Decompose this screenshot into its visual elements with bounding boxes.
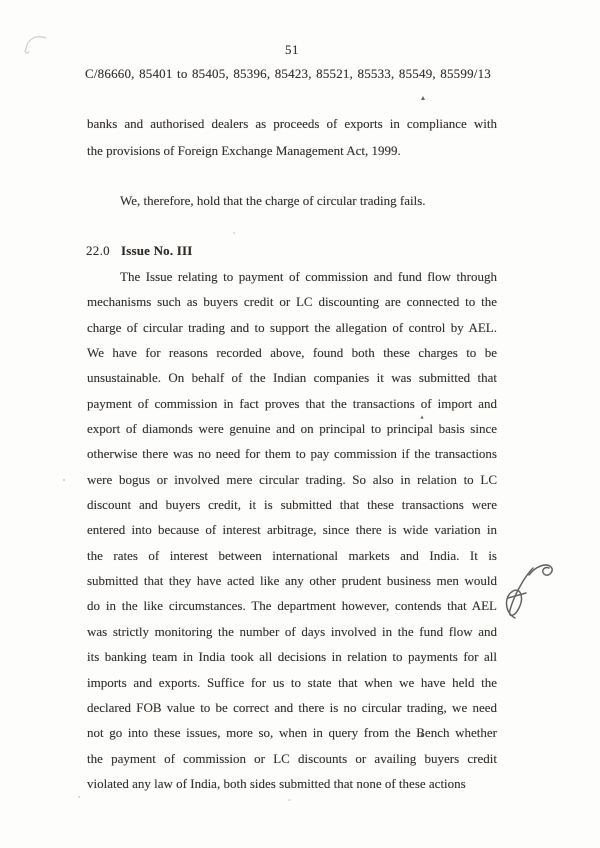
text-line: The Issue relating to payment of commission and fund flow through xyxy=(120,269,497,284)
text-line: was strictly monitoring the number of days involved in the fund flow and xyxy=(87,623,497,639)
text-line: mechanisms such as buyers credit or LC discounting are connected to the xyxy=(87,294,497,310)
text-line: were bogus or involved mere circular trading. So also in relation to LC xyxy=(87,471,497,487)
text-line: otherwise there was no need for them to pay commission if the transactions xyxy=(87,446,497,462)
pen-stroke-icon xyxy=(22,30,52,56)
section-heading xyxy=(86,241,496,261)
text-line: the rates of interest between international markets and India. It is xyxy=(87,547,497,563)
text-line: its banking team in India took all decisions in relation to payments for all xyxy=(87,649,497,665)
scan-speck xyxy=(288,799,291,801)
text-line: imports and exports. Suffice for us to state that when we have held the xyxy=(87,674,497,690)
paragraph xyxy=(87,188,497,214)
text-line: entered into because of interest arbitrage, since there is wide variation in xyxy=(87,522,497,538)
text-line: We have for reasons recorded above, found both these charges to be xyxy=(87,345,497,361)
text-line: export of diamonds were genuine and on principal to principal basis since xyxy=(87,421,497,437)
section-title: Issue No. III xyxy=(120,243,193,258)
caret-mark xyxy=(420,415,423,418)
text-line: the provisions of Foreign Exchange Management Act, 1999. xyxy=(87,143,401,158)
text-line: charge of circular trading and to support the allegation of control by AEL. xyxy=(87,319,497,335)
paragraph xyxy=(87,264,497,796)
text-line: We, therefore, hold that the charge of circular trading fails. xyxy=(120,193,426,208)
paragraph xyxy=(87,110,497,164)
section-number: 22.0 xyxy=(86,243,110,258)
text-line: submitted that they have acted like any other prudent business men would xyxy=(87,573,497,589)
caret-mark xyxy=(421,96,425,100)
text-line: banks and authorised dealers as proceeds of exports in compliance with xyxy=(87,116,497,131)
text-line: violated any law of India, both sides submitted that none of these actions xyxy=(87,775,466,791)
text-line: discount and buyers credit, it is submitted that these transactions were xyxy=(87,497,497,513)
text-line: declared FOB value to be correct and there is no circular trading, we need xyxy=(87,699,497,715)
scan-speck xyxy=(63,479,65,481)
text-line: do in the like circumstances. The department however, contends that AEL xyxy=(87,598,497,614)
text-line: unsustainable. On behalf of the Indian companies it was submitted that xyxy=(87,370,497,386)
case-reference: C/86660, 85401 to 85405, 85396, 85423, 85521, 85533, 85549, 85599/13 xyxy=(85,66,491,81)
handwritten-signature-icon xyxy=(500,560,558,624)
caret-mark xyxy=(420,733,424,737)
text-line: payment of commission in fact proves that the transactions of import and xyxy=(87,395,497,411)
text-line: not go into these issues, more so, when in query from the Bench whether xyxy=(87,725,497,741)
scan-speck xyxy=(233,232,235,234)
scan-speck xyxy=(78,796,80,798)
text-line: the payment of commission or LC discounts or availing buyers credit xyxy=(87,750,497,766)
page-number: 51 xyxy=(285,42,299,57)
